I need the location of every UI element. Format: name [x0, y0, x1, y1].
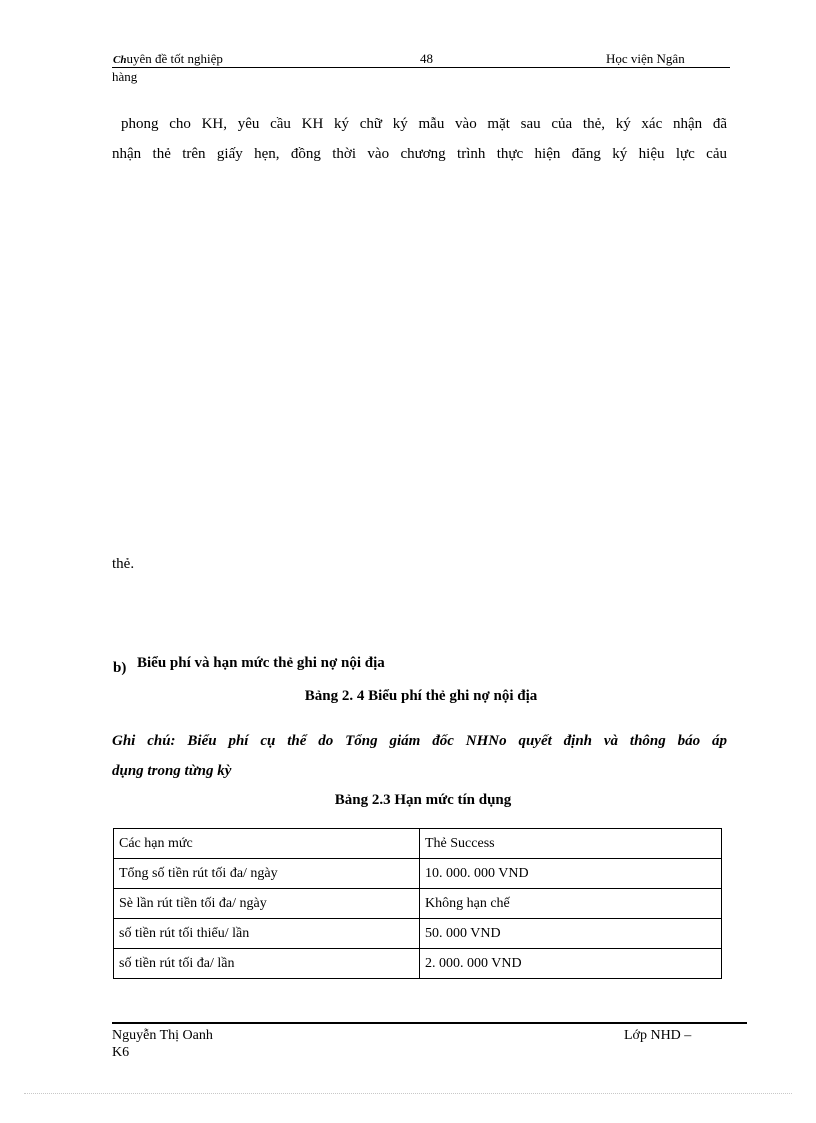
- header-doc-type: uyên đề tốt nghiệp: [126, 51, 223, 66]
- table-row: [114, 919, 722, 949]
- paragraph-line-2: nhận thẻ trên giấy hẹn, đồng thời vào chương trình thực hiện đăng ký hiệu lực cảu: [112, 146, 727, 162]
- paragraph-line-3: thẻ.: [112, 556, 135, 572]
- header-prefix: Ch: [113, 54, 127, 66]
- page-bottom-divider: [24, 1093, 792, 1094]
- table-cell: 50. 000 VND: [420, 919, 722, 949]
- table-row: [114, 859, 722, 889]
- section-marker: b): [113, 660, 127, 676]
- limits-table-caption: Bảng 2.3 Hạn mức tín dụng: [334, 792, 512, 808]
- table-cell: Tổng số tiền rút tối đa/ ngày: [114, 859, 420, 889]
- table-row: [114, 949, 722, 979]
- note-line-1: Ghi chú: Biểu phí cụ thể do Tổng giám đốc NHNo quyết định và thông báo áp: [112, 733, 727, 749]
- limits-table: [113, 828, 722, 979]
- header-institution: Học viện Ngân: [606, 51, 685, 66]
- fee-table-caption: Bảng 2. 4 Biểu phí thẻ ghi nợ nội địa: [304, 688, 538, 704]
- footer-author-cont: K6: [112, 1045, 130, 1060]
- footer-class: Lớp NHD –: [624, 1028, 692, 1043]
- table-cell: 10. 000. 000 VND: [420, 859, 722, 889]
- paragraph-line-1: phong cho KH, yêu cầu KH ký chữ ký mẫu vào mặt sau của thẻ, ký xác nhận đã: [121, 116, 727, 132]
- table-cell: số tiền rút tối đa/ lần: [114, 949, 420, 979]
- table-row: [114, 889, 722, 919]
- table-cell: Sè lần rút tiền tối đa/ ngày: [114, 889, 420, 919]
- table-header-row: [114, 829, 722, 859]
- note-line-2: dụng trong từng kỳ: [112, 763, 232, 779]
- table-header-cell: Các hạn mức: [114, 829, 420, 859]
- table-cell: Không hạn chế: [420, 889, 722, 919]
- header-left: [113, 52, 223, 67]
- page-number: 48: [420, 51, 433, 66]
- table-cell: 2. 000. 000 VND: [420, 949, 722, 979]
- footer-author: Nguyễn Thị Oanh: [112, 1028, 213, 1043]
- header-rule: [112, 67, 730, 68]
- table-header-cell: Thẻ Success: [420, 829, 722, 859]
- footer-rule: [112, 1022, 747, 1024]
- table-cell: số tiền rút tối thiểu/ lần: [114, 919, 420, 949]
- section-title: Biểu phí và hạn mức thẻ ghi nợ nội địa: [137, 655, 385, 671]
- header-institution-cont: hàng: [112, 69, 138, 84]
